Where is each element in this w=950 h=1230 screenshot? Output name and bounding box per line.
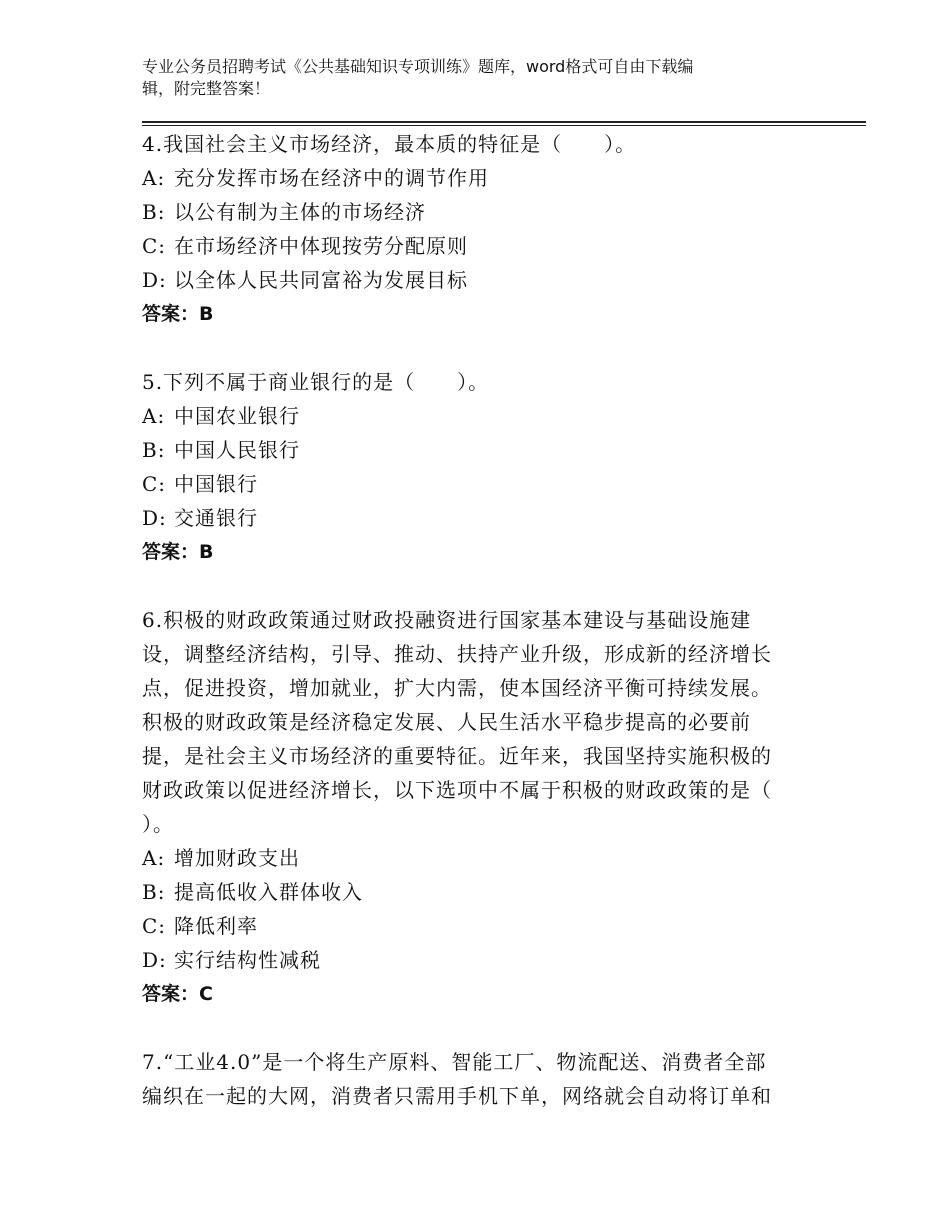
option-key: C: — [142, 914, 167, 938]
option-text: 提高低收入群体收入 — [174, 880, 363, 904]
question-stem-line: 4.我国社会主义市场经济，最本质的特征是（ ）。 — [142, 132, 637, 156]
option-key: C: — [142, 472, 167, 496]
option-text: 交通银行 — [174, 506, 258, 530]
question-list — [142, 127, 842, 1147]
question-stem-line: 积极的财政政策是经济稳定发展、人民生活水平稳步提高的必要前 — [142, 710, 751, 734]
option-key: D: — [142, 948, 167, 972]
option-text: 以全体人民共同富裕为发展目标 — [174, 268, 468, 292]
question-stem-line: ）。 — [142, 812, 174, 836]
option-d — [142, 263, 842, 297]
option-c — [142, 229, 842, 263]
question-5 — [142, 365, 842, 569]
header-rule-thin — [142, 125, 866, 126]
option-text: 中国银行 — [174, 472, 258, 496]
question-stem-line: 6.积极的财政政策通过财政投融资进行国家基本建设与基础设施建 — [142, 608, 752, 632]
question-stem-line: 7.“工业4.0”是一个将生产原料、智能工厂、物流配送、消费者全部 — [142, 1050, 767, 1074]
question-stem-line: 点，促进投资，增加就业，扩大内需，使本国经济平衡可持续发展。 — [142, 676, 772, 700]
answer-label: 答案：B — [142, 541, 214, 563]
header-rule-thick — [142, 121, 866, 123]
answer-label: 答案：C — [142, 983, 213, 1005]
question-stem-line: 财政政策以促进经济增长，以下选项中不属于积极的财政政策的是（ — [142, 778, 772, 802]
option-b — [142, 433, 842, 467]
option-text: 充分发挥市场在经济中的调节作用 — [174, 166, 489, 190]
option-d — [142, 943, 842, 977]
question-stem-line: 提，是社会主义市场经济的重要特征。近年来，我国坚持实施积极的 — [142, 744, 772, 768]
option-a — [142, 841, 842, 875]
question-7 — [142, 1045, 842, 1113]
option-key: B: — [142, 438, 166, 462]
option-c — [142, 467, 842, 501]
option-text: 在市场经济中体现按劳分配原则 — [174, 234, 468, 258]
question-stem-line: 设，调整经济结构，引导、推动、扶持产业升级，形成新的经济增长 — [142, 642, 772, 666]
option-text: 中国农业银行 — [174, 404, 300, 428]
option-key: A: — [142, 404, 166, 428]
document-header — [142, 56, 802, 100]
question-6 — [142, 603, 842, 1011]
option-key: D: — [142, 506, 167, 530]
option-key: A: — [142, 846, 166, 870]
option-c — [142, 909, 842, 943]
option-a — [142, 161, 842, 195]
option-key: C: — [142, 234, 167, 258]
option-text: 中国人民银行 — [174, 438, 300, 462]
option-d — [142, 501, 842, 535]
option-text: 以公有制为主体的市场经济 — [174, 200, 426, 224]
answer-label: 答案：B — [142, 303, 214, 325]
option-text: 降低利率 — [174, 914, 258, 938]
question-4 — [142, 127, 842, 331]
option-key: B: — [142, 200, 166, 224]
option-key: A: — [142, 166, 166, 190]
option-b — [142, 875, 842, 909]
option-b — [142, 195, 842, 229]
option-key: D: — [142, 268, 167, 292]
header-line-1: 专业公务员招聘考试《公共基础知识专项训练》题库，word格式可自由下载编 — [142, 57, 694, 76]
question-stem-line: 编织在一起的大网，消费者只需用手机下单，网络就会自动将订单和 — [142, 1084, 772, 1108]
option-key: B: — [142, 880, 166, 904]
question-stem-line: 5.下列不属于商业银行的是（ ）。 — [142, 370, 490, 394]
option-text: 实行结构性减税 — [174, 948, 321, 972]
option-text: 增加财政支出 — [174, 846, 300, 870]
option-a — [142, 399, 842, 433]
header-line-2: 辑，附完整答案！ — [142, 79, 271, 98]
